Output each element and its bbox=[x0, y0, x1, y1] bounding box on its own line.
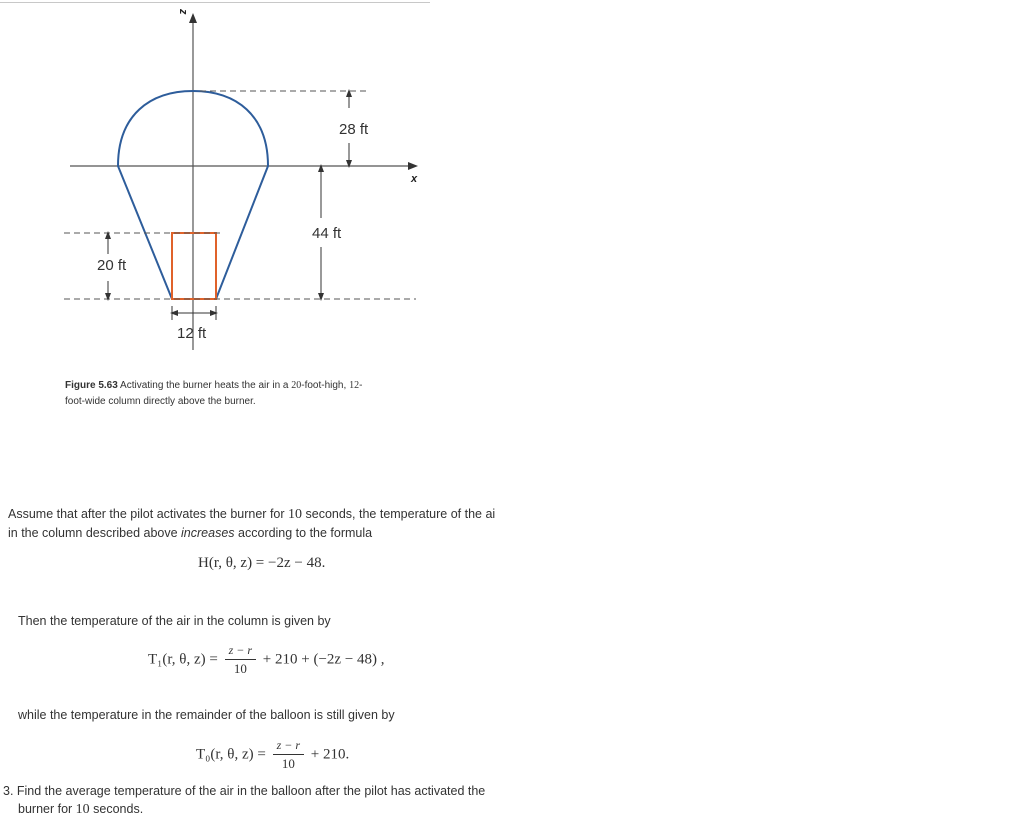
para1-text-a: Assume that after the pilot activates the burner for bbox=[8, 507, 289, 521]
formula-t1-denominator: 10 bbox=[233, 661, 247, 676]
z-axis-arrow-icon bbox=[189, 13, 197, 23]
formula-t0 bbox=[196, 738, 349, 772]
formula-t1-lhs: T₁(r, θ, z) = bbox=[148, 651, 218, 668]
dim-28-label: 28 ft bbox=[339, 121, 369, 138]
para1-line2-b: according to the formula bbox=[234, 526, 373, 540]
balloon-diagram bbox=[0, 0, 440, 370]
formula-t1 bbox=[148, 643, 385, 677]
column-temp-paragraph: Then the temperature of the air in the column is given by bbox=[18, 614, 331, 628]
formula-t1-numerator: z − r bbox=[225, 643, 256, 660]
caption-num-a: 20 bbox=[291, 380, 302, 391]
formula-t1-fraction bbox=[225, 643, 256, 677]
question-3 bbox=[3, 782, 543, 819]
z-axis-label: z bbox=[177, 9, 189, 15]
para1-line2-a: in the column described above bbox=[8, 526, 182, 540]
formula-t0-fraction bbox=[273, 738, 304, 772]
caption-text-a: Activating the burner heats the air in a bbox=[117, 380, 292, 391]
question-num: 10 bbox=[75, 802, 90, 817]
question-line2-a: burner for bbox=[18, 802, 76, 816]
question-text-a: 3. Find the average temperature of the air in the balloon after the pilot has activated the bbox=[3, 784, 486, 798]
dim-20-label: 20 ft bbox=[97, 257, 127, 274]
formula-t0-rhs: + 210. bbox=[310, 746, 350, 763]
para1-num: 10 bbox=[288, 507, 303, 522]
para1-emphasis: increases bbox=[181, 526, 235, 540]
assumption-paragraph bbox=[8, 505, 528, 542]
caption-line-2: foot-wide column directly above the burner. bbox=[65, 396, 256, 407]
remainder-temp-paragraph: while the temperature in the remainder of the balloon is still given by bbox=[18, 708, 395, 722]
figure-number: Figure 5.63 bbox=[65, 380, 118, 391]
formula-t1-rhs: + 210 + (−2z − 48) , bbox=[262, 651, 385, 668]
formula-t0-lhs: T₀(r, θ, z) = bbox=[196, 746, 266, 763]
question-line2-b: seconds. bbox=[89, 802, 144, 816]
dim-44-label: 44 ft bbox=[312, 225, 342, 242]
caption-num-b: 12 bbox=[349, 380, 360, 391]
x-axis-label: x bbox=[411, 173, 418, 185]
caption-text-c: - bbox=[359, 380, 363, 391]
caption-text-b: -foot-high, bbox=[301, 380, 350, 391]
para1-text-b: seconds, the temperature of the ai bbox=[302, 507, 496, 521]
x-axis-arrow-icon bbox=[408, 162, 418, 170]
formula-t0-denominator: 10 bbox=[281, 756, 295, 771]
heated-column bbox=[172, 233, 216, 299]
formula-t0-numerator: z − r bbox=[273, 738, 304, 755]
formula-h: H(r, θ, z) = −2z − 48. bbox=[198, 555, 326, 571]
dim-12-label: 12 ft bbox=[177, 325, 207, 342]
figure-caption bbox=[65, 378, 425, 410]
